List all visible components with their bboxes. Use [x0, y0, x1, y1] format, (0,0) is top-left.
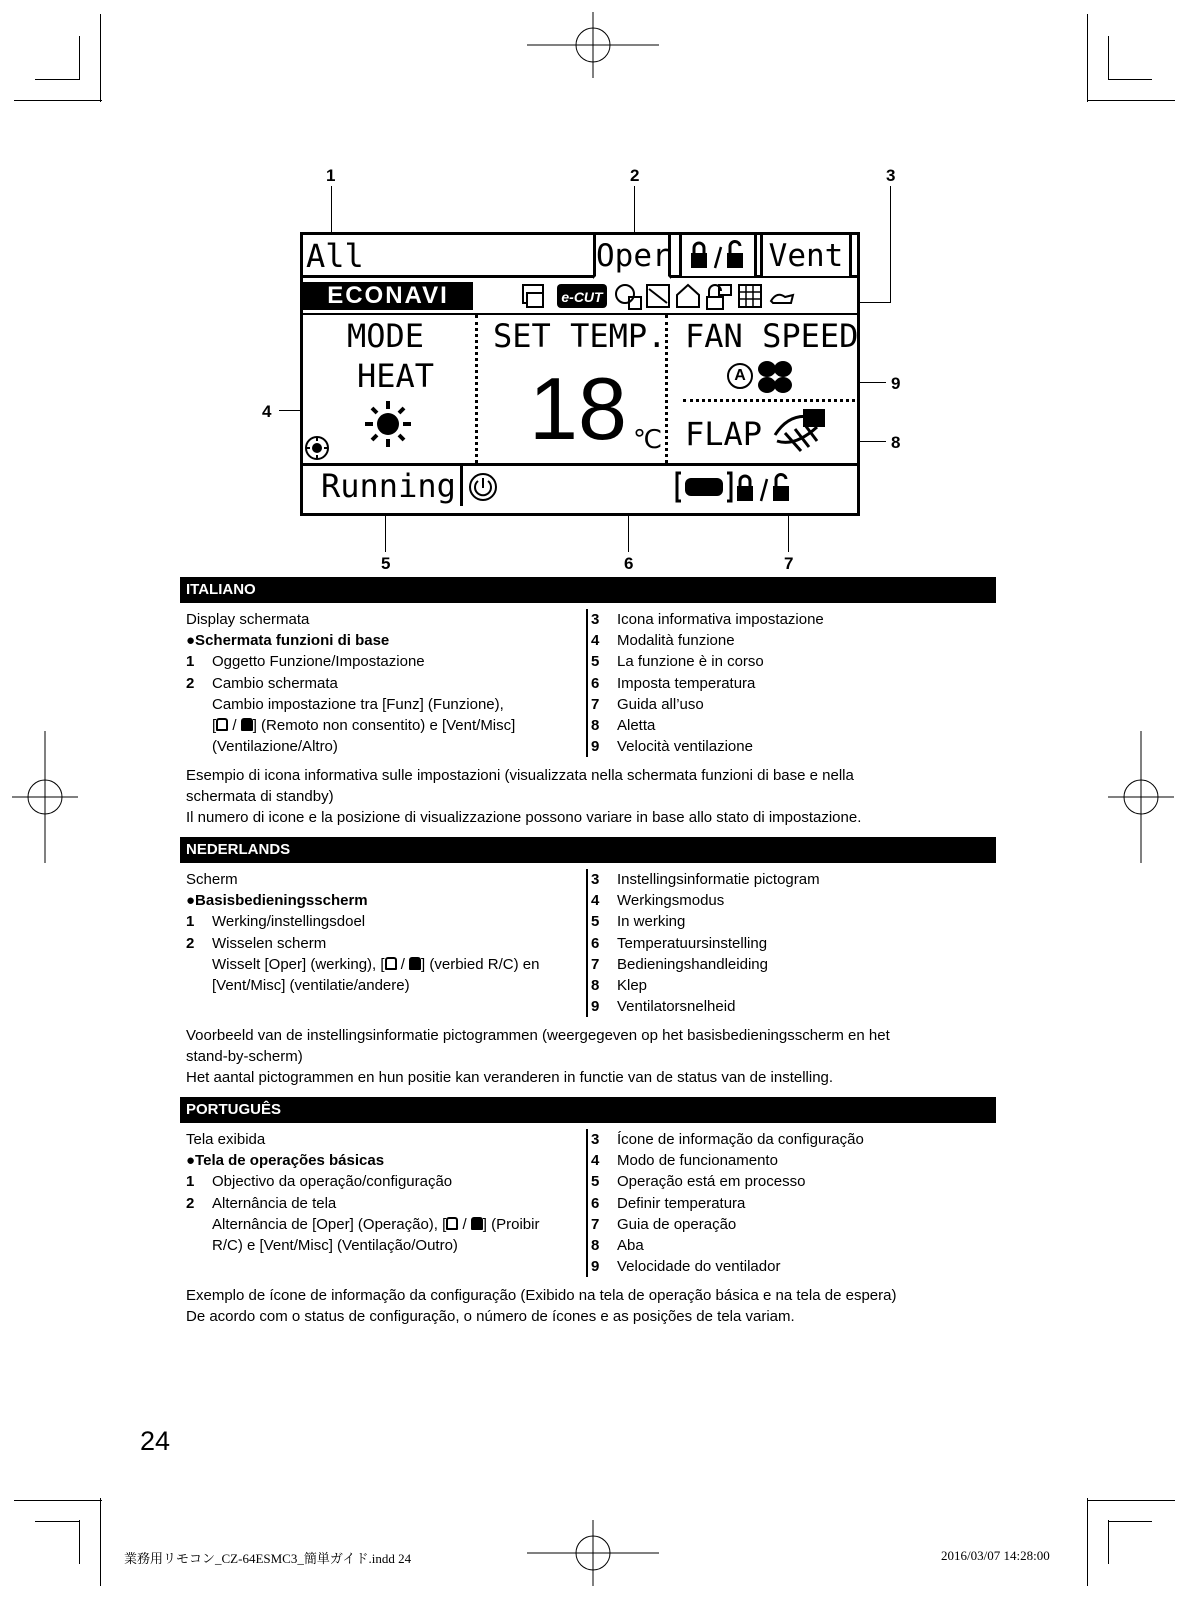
list-item: 5 La funzione è in corso: [591, 653, 764, 671]
list-item: 6 Temperatuursinstelling: [591, 934, 768, 952]
list-item: 3 Ícone de informação da configuração: [591, 1131, 864, 1148]
nl-note: Voorbeeld van de instellingsinformatie pictogrammen (weergegeven op het basisbedieningsscherm en het stand-by-scherm) Het aantal pictogrammen en hun positie kan veranderen in functie van de status van de instelling.: [186, 1027, 890, 1087]
unlock-icon: [385, 957, 397, 970]
nl-item2-desc: Wisselt [Oper] (werking), [ / ] (verbied R/C) en: [212, 955, 540, 973]
list-item: 4 Werkingsmodus: [591, 892, 725, 910]
lcd-all-label: All: [306, 237, 364, 275]
unlock-icon: [216, 718, 228, 731]
fan-speed-label: FAN SPEED: [685, 317, 859, 355]
list-item: 1 Objectivo da operação/configuração: [186, 1173, 453, 1191]
flap-icon: [769, 407, 829, 463]
it-item2-desc: [ / ] (Remoto non consentito) e [Vent/Misc]: [212, 717, 516, 735]
pt-subtitle: ●Tela de operações básicas: [186, 1152, 385, 1170]
callout-8: 8: [891, 433, 901, 452]
list-item: 9 Ventilatorsnelheid: [591, 998, 736, 1016]
list-item: 5 In werking: [591, 913, 686, 931]
list-item: 9 Velocidade do ventilador: [591, 1258, 781, 1276]
callout-2: 2: [630, 166, 640, 185]
list-item: 7 Bedieningshandleiding: [591, 955, 768, 973]
list-item: 1 Werking/instellingsdoel: [186, 913, 366, 931]
tab-lock: [679, 232, 757, 276]
list-item: 2 Wisselen scherm: [186, 934, 327, 952]
econavi-badge: ECONAVI: [303, 282, 473, 310]
callout-1: 1: [326, 166, 336, 185]
section-header-portugues: PORTUGUÊS: [180, 1097, 996, 1123]
temp-unit: ℃: [633, 425, 663, 455]
mode-value: HEAT: [357, 357, 435, 395]
page-number: 24: [140, 1426, 171, 1456]
list-item: 8 Aletta: [591, 717, 656, 735]
section-nederlands: [186, 869, 996, 1089]
mode-label: MODE: [347, 317, 425, 355]
list-item: 2 Cambio schermata: [186, 674, 338, 692]
unlock-icon: [446, 1217, 458, 1230]
power-icon: [467, 471, 499, 503]
list-item: 5 Operação está em processo: [591, 1173, 806, 1191]
list-item: 3 Instellingsinformatie pictogram: [591, 871, 820, 888]
list-item: 6 Definir temperatura: [591, 1194, 746, 1212]
footer-timestamp: 2016/03/07 14:28:00: [941, 1548, 1050, 1563]
callout-4: 4: [262, 402, 272, 421]
list-item: 8 Klep: [591, 977, 648, 995]
pt-item2-desc: R/C) e [Vent/Misc] (Ventilação/Outro): [212, 1237, 458, 1255]
footer-file-info: 業務用リモコン_CZ-64ESMC3_簡単ガイド.indd 24: [124, 1551, 412, 1566]
list-item: 8 Aba: [591, 1237, 644, 1255]
pt-title: Tela exibida: [186, 1131, 266, 1148]
list-item: 3 Icona informativa impostazione: [591, 611, 824, 628]
it-title: Display schermata: [186, 611, 310, 628]
status-running: Running: [321, 467, 456, 505]
pt-note: Exemplo de ícone de informação da configuração (Exibido na tela de operação básica e na tela de espera) De acordo com o status de configuração, o número de ícones e as posições de tela variam.: [186, 1287, 897, 1326]
sun-icon: [363, 399, 413, 449]
tab-oper: Oper: [593, 232, 671, 279]
fan-auto-icon: A: [727, 363, 753, 389]
lock-icon: [241, 718, 253, 731]
list-item: 7 Guida all’uso: [591, 695, 704, 713]
it-item2-desc: Cambio impostazione tra [Funz] (Funzione),: [212, 695, 504, 713]
lock-icon: [471, 1217, 483, 1230]
list-item: 7 Guia de operação: [591, 1215, 737, 1233]
list-item: 6 Imposta temperatura: [591, 674, 756, 692]
nl-title: Scherm: [186, 871, 238, 888]
set-temp-label: SET TEMP.: [493, 317, 667, 355]
pt-item2-desc: Alternância de [Oper] (Operação), [ / ] (Proibir: [212, 1215, 540, 1233]
fan-icon: [755, 359, 795, 395]
ecut-badge: e-CUT: [561, 289, 603, 305]
list-item: 4 Modo de funcionamento: [591, 1152, 778, 1170]
nl-subtitle: ●Basisbedieningsscherm: [186, 892, 368, 910]
section-header-nederlands: NEDERLANDS: [180, 837, 996, 863]
temp-value: 18: [529, 359, 627, 458]
callout-5: 5: [381, 554, 391, 573]
callout-9: 9: [891, 374, 901, 393]
section-portugues: [186, 1129, 996, 1329]
lcd-screen: [300, 232, 860, 516]
list-item: 9 Velocità ventilazione: [591, 738, 753, 756]
tab-vent: Vent: [760, 232, 852, 276]
callout-6: 6: [624, 554, 634, 573]
list-item: 4 Modalità funzione: [591, 632, 735, 650]
callout-3: 3: [886, 166, 896, 185]
section-italiano: [186, 609, 996, 829]
it-subtitle: ●Schermata funzioni di base: [186, 632, 390, 650]
econavi-sensor-icon: [303, 433, 333, 463]
list-item: 1 Oggetto Funzione/Impostazione: [186, 653, 425, 671]
list-item: 2 Alternância de tela: [186, 1194, 337, 1212]
it-note: Esempio di icona informativa sulle impostazioni (visualizzata nella schermata funzioni di base e nella schermata di standby) Il numero di icone e la posizione di visualizzazione possono variare in base allo stato di impostazione.: [186, 767, 862, 827]
flap-label: FLAP: [685, 415, 763, 453]
lock-icon: [409, 957, 421, 970]
callout-7: 7: [784, 554, 794, 573]
lock-unlock-icon: [683, 235, 753, 273]
it-item2-desc: (Ventilazione/Altro): [212, 738, 338, 756]
nl-item2-desc: [Vent/Misc] (ventilatie/andere): [212, 977, 410, 995]
remote-lock-guide-icon: [675, 469, 815, 505]
section-header-italiano: ITALIANO: [180, 577, 996, 603]
